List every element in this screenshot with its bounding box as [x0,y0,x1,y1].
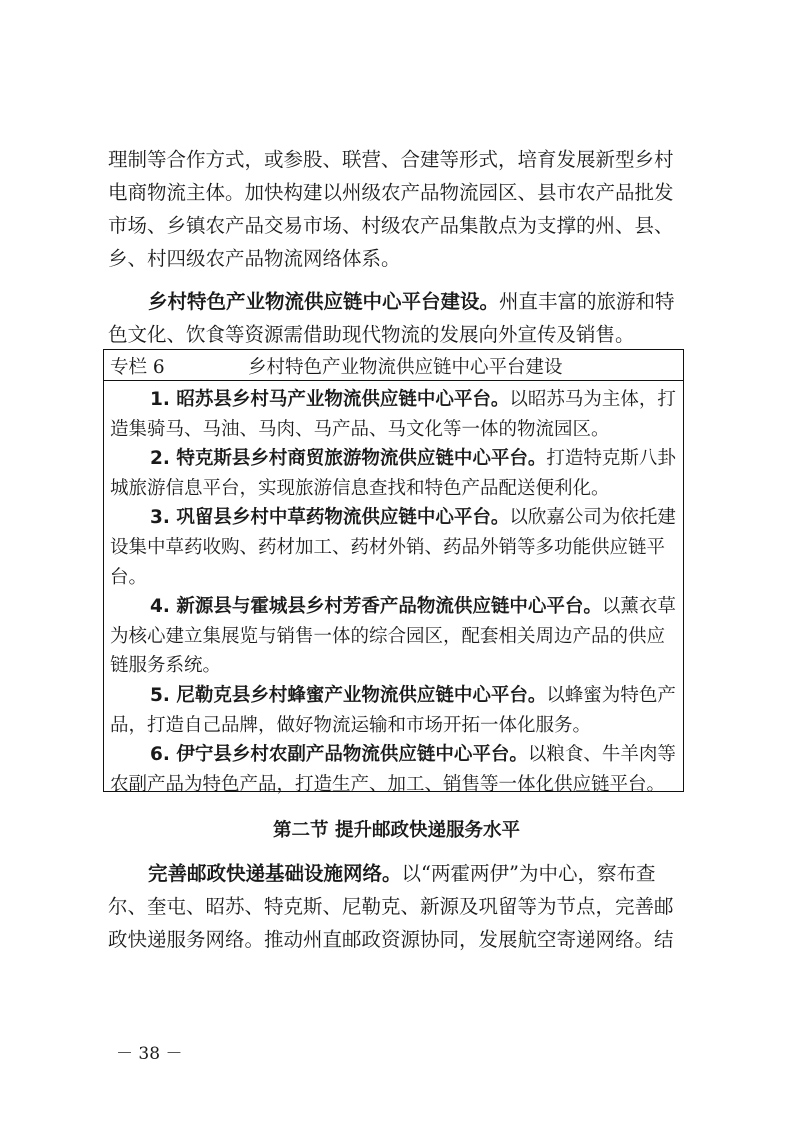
text-line: 电商物流主体。加快构建以州级农产品物流园区、县市农产品批发 [108,181,674,204]
paragraph-text: 州直丰富的旅游和特 [499,290,675,313]
text-line: 市场、乡镇农产品交易市场、村级农产品集散点为支撑的州、县、 [108,214,674,237]
item-lead: 3. 巩留县乡村中草药物流供应链中心平台。 [150,507,510,529]
text-line: 为核心建立集展览与销售一体的综合园区，配套相关周边产品的供应 [110,625,666,647]
text-line: 尔、奎屯、昭苏、特克斯、尼勒克、新源及巩留等为节点，完善邮 [108,895,674,918]
list-item [110,503,677,592]
paragraph-text: 以“两霍两伊”为中心，察布查 [401,862,656,885]
item-lead: 1. 昭苏县乡村马产业物流供应链中心平台。 [150,389,510,410]
page-number: － 38 － [116,1044,183,1064]
item-text: 以粮食、牛羊肉等 [527,744,676,766]
item-lead: 6. 伊宁县乡村农副产品物流供应链中心平台。 [150,744,528,766]
list-item [110,681,677,740]
text-line [110,740,677,770]
text-line: 政快递服务网络。推动州直邮政资源协同，发展航空寄递网络。结 [108,928,674,951]
text-line [110,592,677,622]
text-line [108,857,688,890]
item-text: 以欣嘉公司为依托建 [509,507,676,529]
item-text: 以薰衣草 [601,596,676,618]
text-line [110,444,677,474]
text-line: 农副产品为特色产品，打造生产、加工、销售等一体化供应链平台。 [110,773,666,795]
item-text: 打造特克斯八卦 [546,448,676,470]
paragraph-postal [108,857,688,956]
section-title: 第二节 提升邮政快递服务水平 [273,820,520,841]
item-lead: 2. 特克斯县乡村商贸旅游物流供应链中心平台。 [150,448,547,470]
text-line [108,285,688,318]
feature-box-header [104,350,683,381]
text-line: 城旅游信息平台，实现旅游信息查找和特色产品配送便利化。 [110,477,610,499]
item-text: 以昭苏马为主体，打 [509,389,676,410]
list-item [110,592,677,681]
text-line: 理制等合作方式，或参股、联营、合建等形式，培育发展新型乡村 [108,148,674,171]
item-lead: 4. 新源县与霍城县乡村芳香产品物流供应链中心平台。 [150,596,602,618]
text-line: 造集骑马、马油、马肉、马产品、马文化等一体的物流园区。 [110,418,610,440]
item-lead: 5. 尼勒克县乡村蜂蜜产业物流供应链中心平台。 [150,684,547,706]
item-text: 以蜂蜜为特色产 [546,684,676,706]
feature-box [103,349,684,795]
text-line [110,503,677,533]
paragraph-intro [108,143,688,275]
paragraph-rural-platform [108,285,688,351]
paragraph-lead: 乡村特色产业物流供应链中心平台建设。 [148,290,500,313]
text-line: 设集中草药收购、药材加工、药材外销、药品外销等多功能供应链平 [110,536,666,558]
text-line: 品，打造自己品牌，做好物流运输和市场开拓一体化服务。 [110,714,592,736]
feature-box-title: 乡村特色产业物流供应链中心平台建设 [248,357,563,378]
text-line [110,681,677,711]
text-line: 色文化、饮食等资源需借助现代物流的发展向外宣传及销售。 [108,323,635,346]
list-item [110,385,677,444]
paragraph-lead: 完善邮政快递基础设施网络。 [148,862,402,885]
list-item [110,444,677,503]
list-item [110,740,677,799]
text-line: 链服务系统。 [110,655,222,677]
text-line: 台。 [110,566,148,588]
text-line: 乡、村四级农产品物流网络体系。 [108,247,401,270]
feature-box-label: 专栏 6 [110,357,165,378]
text-line [110,385,677,415]
feature-box-body [104,381,683,799]
